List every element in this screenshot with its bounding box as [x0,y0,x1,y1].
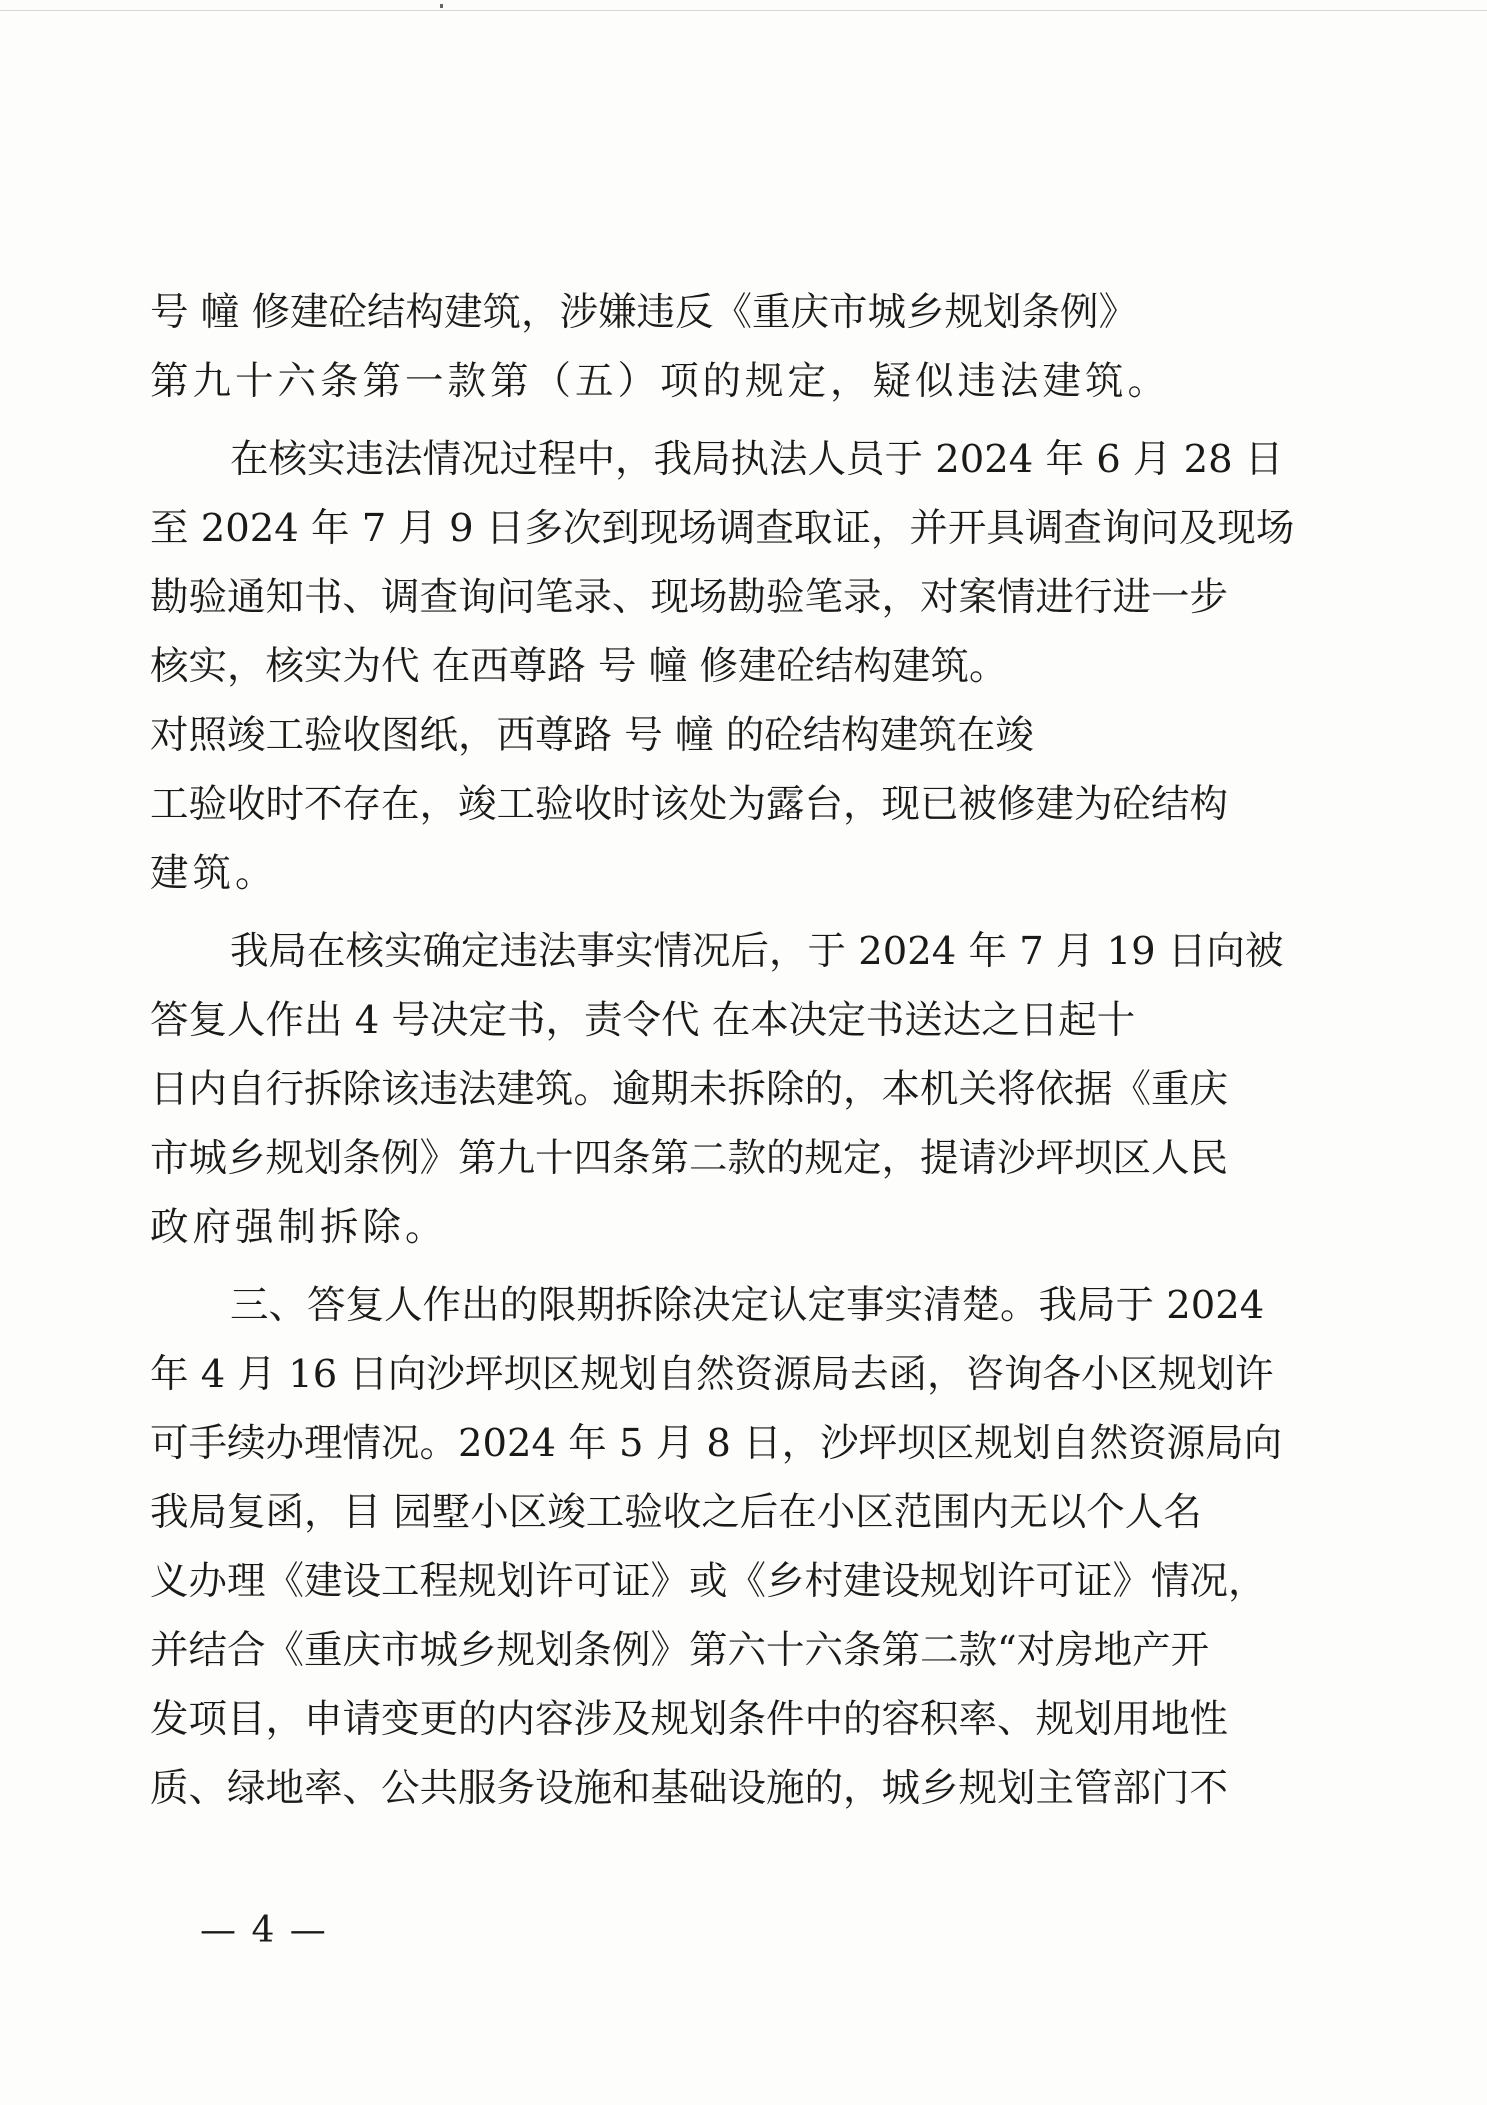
text-line: 市城乡规划条例》第九十四条第二款的规定，提请沙坪坝区人民 [150,1136,1229,1181]
text-line: 质、绿地率、公共服务设施和基础设施的，城乡规划主管部门不 [150,1766,1229,1811]
text-line: 答复人作出 4 号决定书，责令代 在本决定书送达之日起十 [150,998,1136,1043]
text-line: 年 4 月 16 日向沙坪坝区规划自然资源局去函，咨询各小区规划许 [150,1352,1274,1397]
text-line: 日内自行拆除该违法建筑。逾期未拆除的，本机关将依据《重庆 [150,1067,1229,1112]
text-line: 至 2024 年 7 月 9 日多次到现场调查取证，并开具调查询问及现场 [150,506,1295,551]
text-line: 我局复函，目 园墅小区竣工验收之后在小区范围内无以个人名 [150,1490,1202,1535]
text-line: 可手续办理情况。2024 年 5 月 8 日，沙坪坝区规划自然资源局向 [150,1421,1283,1466]
text-line: 核实，核实为代 在西尊路 号 幢 修建砼结构建筑。 [150,644,1008,689]
text-line: 号 幢 修建砼结构建筑，涉嫌违反《重庆市城乡规划条例》 [150,290,1137,335]
text-line: 勘验通知书、调查询问笔录、现场勘验笔录，对案情进行进一步 [150,575,1229,620]
text-line: 工验收时不存在，竣工验收时该处为露台，现已被修建为砼结构 [150,782,1229,827]
text-line: 三、答复人作出的限期拆除决定认定事实清楚。我局于 2024 [230,1283,1265,1328]
text-line: 第九十六条第一款第（五）项的规定，疑似违法建筑。 [150,359,1171,404]
text-line: 义办理《建设工程规划许可证》或《乡村建设规划许可证》情况， [150,1559,1267,1604]
scan-top-edge [0,0,1487,11]
text-line: 在核实违法情况过程中，我局执法人员于 2024 年 6 月 28 日 [230,437,1284,482]
text-line: 对照竣工验收图纸，西尊路 号 幢 的砼结构建筑在竣 [150,713,1034,758]
page-number: — 4 — [200,1910,328,1951]
text-line: 并结合《重庆市城乡规划条例》第六十六条第二款“对房地产开 [150,1628,1210,1673]
document-body [150,278,1295,1823]
scan-mark [440,4,443,8]
text-line: 发项目，申请变更的内容涉及规划条件中的容积率、规划用地性 [150,1697,1229,1742]
text-line: 我局在核实确定违法事实情况后，于 2024 年 7 月 19 日向被 [230,929,1284,974]
text-line: 建筑。 [150,851,278,896]
text-line: 政府强制拆除。 [150,1205,448,1250]
